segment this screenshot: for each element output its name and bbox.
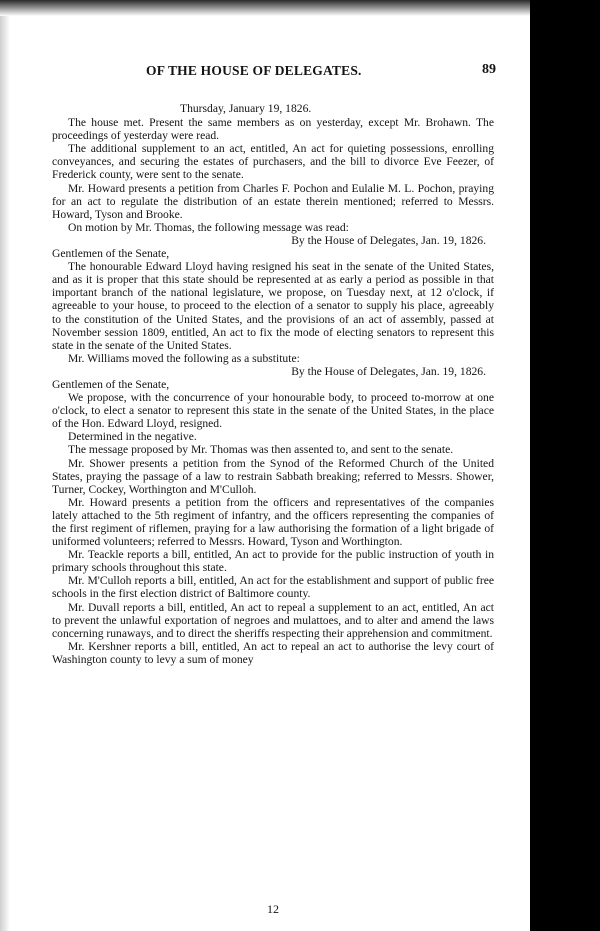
document-page [52,64,494,922]
salutation: Gentlemen of the Senate, [52,377,170,391]
salutation: Gentlemen of the Senate, [52,247,170,261]
paragraph: The message proposed by Mr. Thomas was then assented to, and sent to the senate. [68,443,454,457]
paragraph: Mr. Howard presents a petition from the officers and representatives of the companies lately attached to the 5th regiment of infantry, and the officers representing the companies of the first regiment of riflemen, praying for a law authorising the formation of a light brigade of uniformed volunteers; referred to Messrs. Howard, Tyson and Worthington. [52,495,494,549]
running-head [52,64,494,84]
signature-mark: 12 [267,901,279,916]
paragraph: Mr. Kershner reports a bill, entitled, An act to repeal an act to authorise the levy court of Washington county to levy a sum of money [52,639,494,666]
paragraph: The house met. Present the same members as on yesterday, except Mr. Brohawn. The proceedings of yesterday were read. [52,116,494,143]
paragraph: Mr. Shower presents a petition from the Synod of the Reformed Church of the United States, praying the passage of a law to restrain Sabbath breaking; referred to Messrs. Shower, Turner, Cockey, Worthington and M'Culloh. [52,456,494,496]
paragraph: On motion by Mr. Thomas, the following message was read: [68,220,349,234]
paragraph: Mr. Duvall reports a bill, entitled, An act to repeal a supplement to an act, entitled, An act to prevent the unlawful exportation of negroes and mulattoes, and to alter and amend the laws concerning runaways, and to direct the sheriffs respecting their apprehension and commitment. [52,600,494,640]
body-text [52,116,494,666]
paragraph: Determined in the negative. [68,430,197,444]
running-title: OF THE HOUSE OF DELEGATES. [146,63,362,78]
message-dateline: By the House of Delegates, Jan. 19, 1826. [291,364,486,378]
paragraph: The honourable Edward Lloyd having resigned his seat in the senate of the United States, and as it is proper that this state should be represented at as early a period as possible in that important branch of the national legislature, we propose, on Tuesday next, at 12 o'clock, if agreeable to your house, to proceed to the election of a senator to supply his place, agreeably to the constitution of the United States, and the provisions of an act of assembly, passed at November session 1809, entitled, An act to fix the mode of electing senators to represent this state in the senate of the United States. [52,260,494,352]
scan-edge-top [0,0,600,16]
paragraph: Mr. M'Culloh reports a bill, entitled, An act for the establishment and support of public free schools in the first election district of Baltimore county. [52,574,494,601]
paragraph: We propose, with the concurrence of your honourable body, to proceed to-morrow at one o'clock, to elect a senator to represent this state in the senate of the United States, in the place of the Hon. Edward Lloyd, resigned. [52,391,494,431]
paragraph: Mr. Williams moved the following as a substitute: [68,351,300,365]
scan-edge-right [530,0,600,931]
date-line: Thursday, January 19, 1826. [180,102,312,115]
scan-edge-left [0,0,10,931]
message-dateline: By the House of Delegates, Jan. 19, 1826. [291,233,486,247]
paragraph: The additional supplement to an act, entitled, An act for quieting possessions, enrolling conveyances, and securing the estates of purchasers, and the bill to divorce Eve Feezer, of Frederick county, were sent to the senate. [52,142,494,182]
paragraph: Mr. Howard presents a petition from Charles F. Pochon and Eulalie M. L. Pochon, praying for an act to regulate the distribution of an estate therein mentioned; referred to Messrs. Howard, Tyson and Brooke. [52,181,494,221]
paragraph: Mr. Teackle reports a bill, entitled, An act to provide for the public instruction of youth in primary schools throughout this state. [52,548,494,575]
page-number: 89 [482,62,496,77]
